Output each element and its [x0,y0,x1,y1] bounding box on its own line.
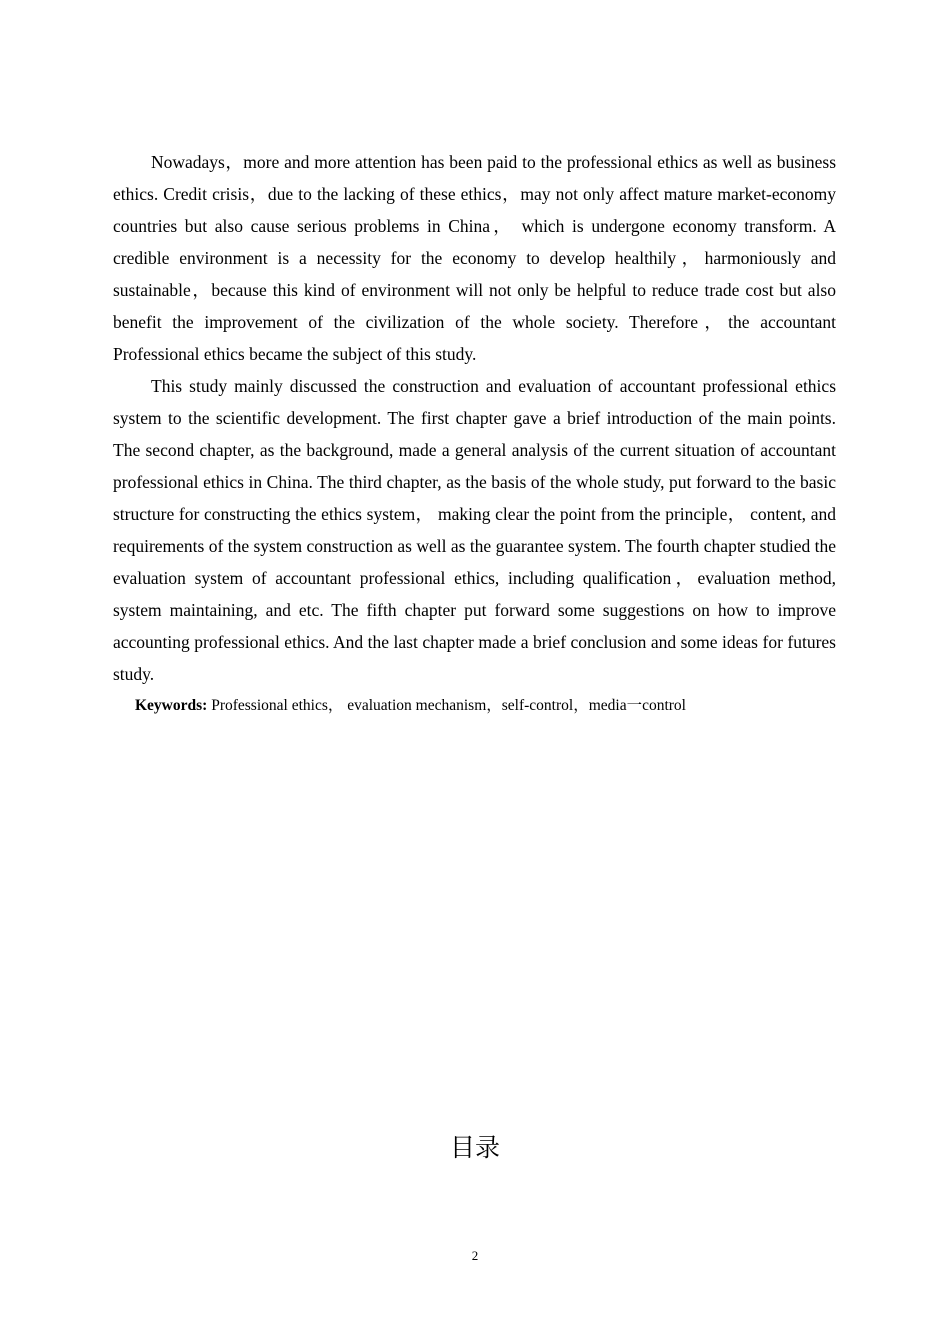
toc-heading: 目录 [449,1133,500,1162]
keywords-line [113,694,836,718]
page-number: 2 [471,1248,479,1263]
abstract-paragraph-1: Nowadays，more and more attention has been paid to the professional ethics as well as business ethics. Credit crisis，due to the lacking of these ethics，may not only affect mature market-economy countries but also cause serious problems in China， which is undergone economy transform. A credible environment is a necessity for the economy to develop healthily，harmoniously and sustainable，because this kind of environment will not only be helpful to reduce trade cost but also benefit the improvement of the civilization of the whole society. Therefore，the accountant Professional ethics became the subject of this study. [113,152,836,364]
abstract-paragraph-2: This study mainly discussed the construction and evaluation of accountant professional ethics system to the scientific development. The first chapter gave a brief introduction of the main points. The second chapter, as the background, made a general analysis of the current situation of accountant professional ethics in China. The third chapter, as the basis of the whole study, put forward to the basic structure for constructing the ethics system， making clear the point from the principle， content, and requirements of the system construction as well as the guarantee system. The fourth chapter studied the evaluation system of accountant professional ethics, including qualification，evaluation method, system maintaining, and etc. The fifth chapter put forward some suggestions on how to improve accounting professional ethics. And the last chapter made a brief conclusion and some ideas for futures study. [113,376,836,684]
keywords-text: Professional ethics， evaluation mechanism，self-control，media一control [207,697,686,714]
abstract-section [113,146,836,718]
keywords-label: Keywords: [135,697,208,714]
